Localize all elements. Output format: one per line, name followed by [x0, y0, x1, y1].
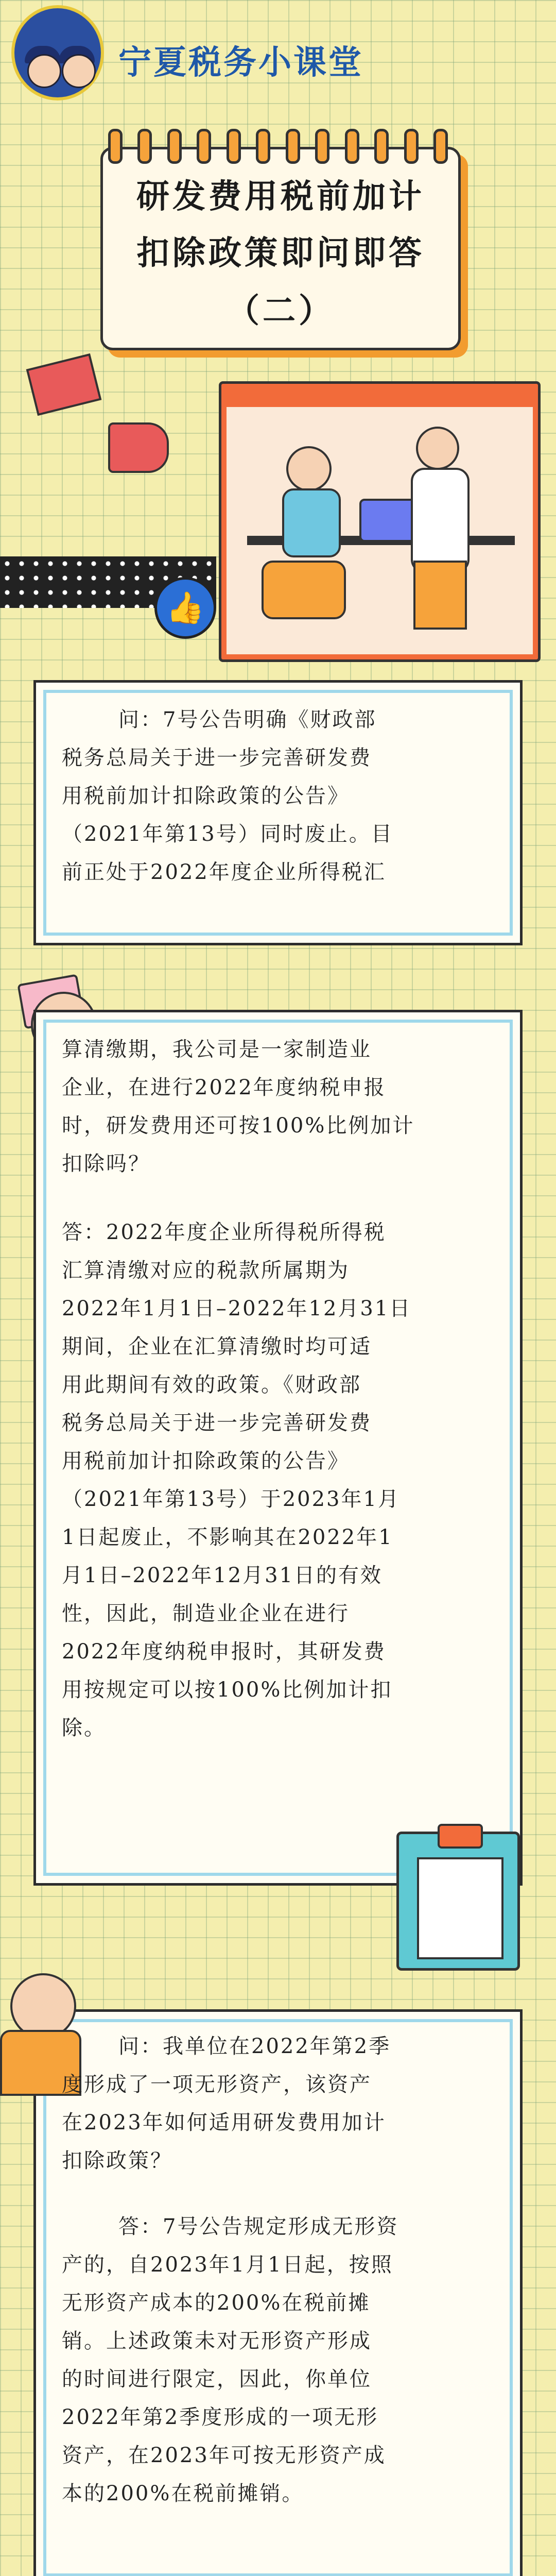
qa1-a-line-4: 期间，企业在汇算清缴时均可适: [62, 1335, 372, 1359]
brand-title: 宁夏税务小课堂: [118, 44, 363, 82]
qa1-a-line-10: 月1日–2022年12月31日的有效: [62, 1564, 383, 1587]
qa1-q-line-7: 企业，在进行2022年度纳税申报: [62, 1076, 386, 1099]
qa1-a-line-13: 用按规定可以按100%比例加计扣: [62, 1678, 393, 1702]
qa1-q-line-6: 算清缴期，我公司是一家制造业: [62, 1038, 372, 1061]
envelope-icon: [26, 353, 102, 416]
qa2-q-line-2: 度形成了一项无形资产，该资产: [62, 2073, 372, 2096]
binder-rings: [108, 129, 448, 164]
qa2-a-line-5: 的时间进行限定，因此，你单位: [62, 2367, 372, 2391]
qa1-a-line-9: 1日起废止，不影响其在2022年1: [62, 1526, 393, 1549]
qa1-a-line-2: 汇算清缴对应的税款所属期为: [62, 1259, 350, 1282]
qa1-q-line-1: 问：7号公告明确《财政部: [118, 708, 377, 732]
qa1-a-line-14: 除。: [62, 1716, 106, 1740]
megaphone-icon: [108, 422, 169, 473]
qa2-q-line-4: 扣除政策？: [62, 2149, 172, 2173]
office-people-illustration: [227, 407, 533, 654]
qa2-q-line-1: 问：我单位在2022年第2季: [118, 2035, 391, 2058]
title-line-1: 研发费用税前加计: [136, 178, 425, 216]
qa1-a-line-8: （2021年第13号）于2023年1月: [62, 1487, 400, 1511]
qa1-q-line-9: 扣除吗？: [62, 1152, 150, 1176]
qa1-q-line-8: 时，研发费用还可按100%比例加计: [62, 1114, 415, 1138]
qa2-a-line-1: 答：7号公告规定形成无形资: [118, 2215, 399, 2239]
qa1-a-line-12: 2022年度纳税申报时，其研发费: [62, 1640, 386, 1664]
title-line-2: 扣除政策即问即答: [136, 234, 425, 273]
qa2-a-line-2: 产的，自2023年1月1日起，按照: [62, 2253, 393, 2277]
office-illustration-panel: [227, 407, 533, 654]
tax-mascot-badge-icon: [11, 5, 104, 100]
qa1-a-line-3: 2022年1月1日–2022年12月31日: [62, 1297, 412, 1320]
title-card: [100, 147, 461, 350]
qa1-q-line-4: （2021年第13号）同时废止。目: [62, 822, 393, 846]
qa1-a-line-5: 用此期间有效的政策。《财政部: [62, 1373, 361, 1397]
qa1-a-line-1: 答：2022年度企业所得税所得税: [62, 1221, 386, 1244]
qa1-a-line-7: 用税前加计扣除政策的公告》: [62, 1449, 350, 1473]
thinking-person-icon: [10, 1973, 76, 2039]
qa1-q-line-5: 前正处于2022年度企业所得税汇: [62, 860, 386, 884]
thumbs-up-icon: 👍: [154, 577, 216, 639]
qa2-q-line-3: 在2023年如何适用研发费用加计: [62, 2111, 386, 2134]
qa1-a-line-11: 性，因此，制造业企业在进行: [62, 1602, 350, 1625]
qa2-a-line-3: 无形资产成本的200%在税前摊: [62, 2291, 371, 2315]
qa2-a-line-7: 资产，在2023年可按无形资产成: [62, 2444, 386, 2467]
qa1-q-line-2: 税务总局关于进一步完善研发费: [62, 746, 372, 770]
qa2-a-line-4: 销。上述政策未对无形资产形成: [62, 2329, 372, 2353]
qa1-a-line-6: 税务总局关于进一步完善研发费: [62, 1411, 372, 1435]
qa2-a-line-8: 本的200%在税前摊销。: [62, 2482, 304, 2505]
qa1-q-line-3: 用税前加计扣除政策的公告》: [62, 784, 350, 808]
title-line-3: （二）: [227, 292, 335, 330]
qa2-a-line-6: 2022年第2季度形成的一项无形: [62, 2405, 379, 2429]
clipboard-icon: [396, 1832, 520, 1971]
